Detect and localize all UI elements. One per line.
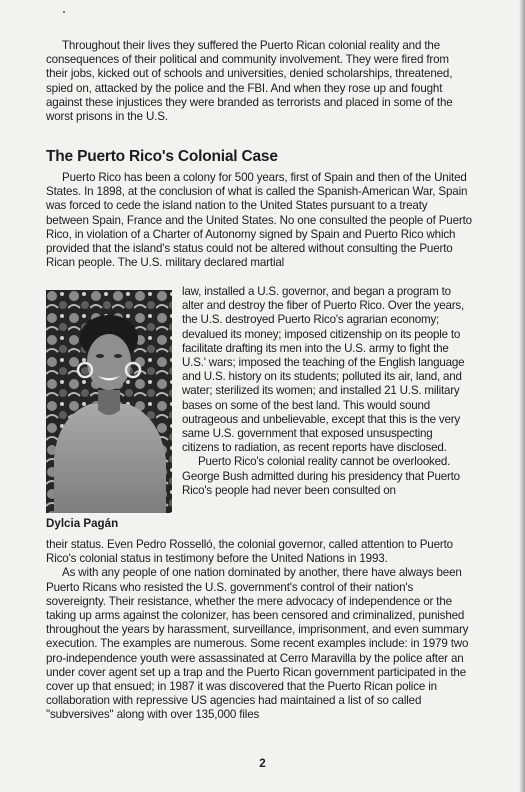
page-edge-shadow [519, 0, 525, 792]
portrait-photo [46, 290, 172, 513]
paragraph-3: As with any people of one nation dominated by another, there have always been Puerto Ricans who resisted the U.S. government's control of their nation's sovereignty. Their resistance, whether the mere advocacy of independence or the taking up arms against the colonizer, has been censored and criminalized, punished throughout the years by harassment, surveillance, imprisonment, and even summary execution. The examples are numerous. Some recent examples include: in 1979 two pro-independence youth were assassinated at Cerro Maravilla by the police after an under cover agent set up a trap and the Puerto Rican government participated in the cover up that ensued; in 1987 it was discovered that the Puerto Rican police in collaboration with repressive US agencies had maintained a list of so called "subversives" along with over 135,000 files [46, 566, 469, 722]
scan-speck [63, 11, 65, 13]
wrapped-text-column [182, 285, 472, 498]
portrait-illustration [46, 290, 172, 513]
paragraph-2-wrap: Puerto Rico's colonial reality cannot be overlooked. George Bush admitted during his presidency that Puerto Rico's people had never been consulted on [182, 455, 460, 497]
paragraph-2-rest: their status. Even Pedro Rosselló, the colonial governor, called attention to Puerto Rico's colonial status in testimony before the United Nations in 1993. [46, 538, 453, 566]
paragraph-1-top: Puerto Rico has been a colony for 500 years, first of Spain and then of the United States. In 1898, at the conclusion of what is called the Spanish-American War, Spain was forced to cede the island nation to the United States pursuant to a treaty between Spain, France and the United States. No one consulted the people of Puerto Rico, in violation of a Charter of Autonomy signed by Spain and Puerto Rico which provided that the island's status could not be altered without consulting the Puerto Rican people. The U.S. military declared martial [46, 171, 472, 270]
intro-paragraph-block [46, 39, 472, 124]
section-paragraph-block [46, 171, 472, 270]
paragraph-1-wrap: law, installed a U.S. governor, and began a program to alter and destroy the fiber of Puerto Rico. Over the years, the U.S. destroyed Puerto Rico's agrarian economy; devalued its money; imposed citizenship on its people to facilitate drafting its men into the U.S. army to fight the U.S.' wars; imposed the teaching of the English language and U.S. history on its students; polluted its air, land, and water; sterilized its women; and installed 21 U.S. military bases on some of the best land. This would sound outrageous and unbelievable, except that this is the very same U.S. government that exposed unsuspecting citizens to radiation, as recent reports have disclosed. [182, 285, 465, 455]
section-heading: The Puerto Rico's Colonial Case [46, 148, 278, 165]
photo-caption: Dylcia Pagán [46, 517, 119, 530]
page-number: 2 [259, 757, 266, 770]
lower-paragraph-block [46, 538, 472, 723]
intro-paragraph: Throughout their lives they suffered the Puerto Rican colonial reality and the consequences of their political and community involvement. They were fired from their jobs, kicked out of schools and universities, denied scholarships, threatened, spied on, attacked by the police and the FBI. And when they rose up and fought against these injustices they were branded as terrorists and placed in some of the worst prisons in the U.S. [46, 39, 453, 124]
